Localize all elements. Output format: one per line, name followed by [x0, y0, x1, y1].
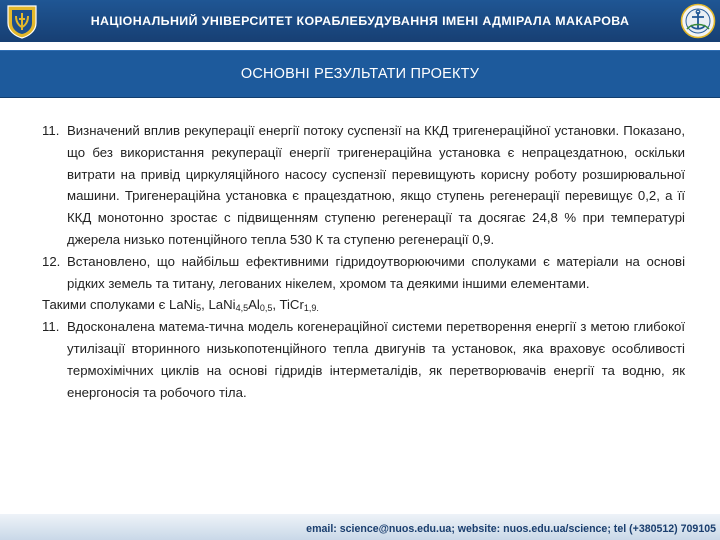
compound-subscript: 5 [196, 303, 202, 314]
university-emblem-icon [680, 3, 716, 39]
compounds-line [42, 294, 685, 316]
header-divider [0, 42, 720, 50]
header-bar [0, 0, 720, 42]
item-number: 11. [42, 319, 60, 335]
compound-subscript: 0,5 [259, 303, 273, 314]
item-number: 12. [42, 253, 61, 269]
separator: , [201, 297, 209, 313]
content-body [42, 120, 685, 403]
compounds-prefix: Такими сполуками є [42, 297, 169, 313]
compound-subscript: 1,9. [303, 303, 319, 314]
compound-lani5: LaNi [168, 297, 197, 313]
separator: , [272, 297, 280, 313]
footer-contacts: email: science@nuos.edu.ua; website: nuos.edu.ua/science; tel (+380512) 709105 [306, 523, 716, 535]
item-number: 11. [42, 123, 60, 138]
compound-lani-al: LaNi [208, 297, 236, 313]
item-text: Вдосконалена матема-тична модель когенераційної системи перетворення енергії з метою глибокої утилізації вторинного низькопотенційного тепла двигунів та установок, яка враховує особливості термохімічних циклів на основі гідридів інтерметалідів, як перетворювачів енергії та водню, як енергоносія та робочого тіла. [67, 319, 685, 400]
list-item [42, 251, 685, 295]
item-text: Встановлено, що найбільш ефективними гідридоутворюючими сполуками є матеріали на основі рідких земель та титану, легованих нікелем, хромом та деякими іншими елементами. [67, 253, 685, 291]
compound-subscript: 4,5 [235, 303, 249, 314]
footer-bar [0, 514, 720, 540]
list-item [42, 120, 685, 251]
section-banner [0, 50, 720, 98]
university-name: НАЦІОНАЛЬНИЙ УНІВЕРСИТЕТ КОРАБЛЕБУДУВАННЯ ІМЕНІ АДМІРАЛА МАКАРОВА [90, 14, 630, 28]
compound-ticr: TiCr [279, 297, 304, 313]
item-text: Визначений вплив рекуперації енергії потоку суспензії на ККД тригенераційної установки. Показано, що без використання рекуперації енергії тригенераційна установка є непрацездатною, оскільки витрати на привід циркуляційного насосу суспензії перевищують корисну роботу розширювальної машини. Тригенераційна установка є працездатною, якщо ступень регенерації перевищує 0,2, а її ККД монотонно зростає с підвищенням ступеню регенерації та досягає 24,8 % при температурі джерела низько потенційного тепла 530 К та ступеню регенерації 0,9. [67, 123, 685, 247]
list-item [42, 316, 685, 403]
university-crest-icon [4, 3, 40, 39]
section-title: ОСНОВНІ РЕЗУЛЬТАТИ ПРОЕКТУ [240, 66, 480, 82]
compound-al: Al [248, 297, 260, 313]
